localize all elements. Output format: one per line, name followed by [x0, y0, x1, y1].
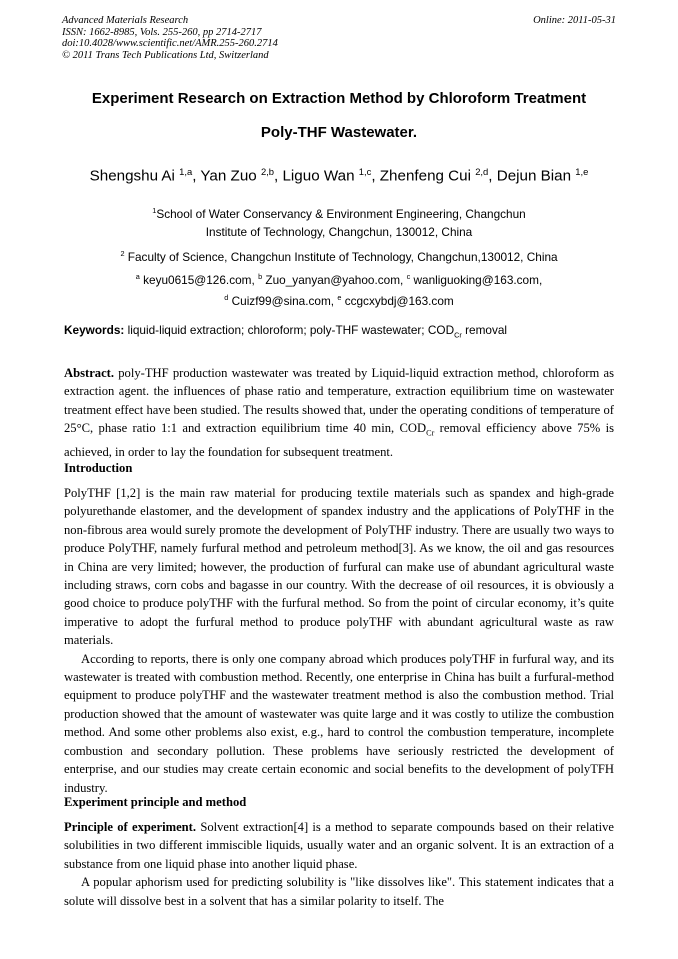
affiliation-sup: 1 [152, 206, 157, 215]
author-name: Zhenfeng Cui [379, 167, 471, 185]
email-address: wanliguoking@163.com, [413, 272, 543, 287]
email-sup: e [337, 292, 342, 302]
author-name: Liguo Wan [282, 167, 355, 185]
affiliation-text: Faculty of Science, Changchun Institute of Technology, Changchun,130012, China [127, 249, 558, 264]
principle-body [64, 818, 614, 910]
author-sup: 2,d [475, 166, 489, 177]
affiliation-1 [40, 202, 638, 241]
email-list [40, 268, 638, 310]
keywords-sub: Cr [454, 330, 462, 340]
affiliation-2 [40, 245, 638, 266]
paragraph: Solvent extraction[4] is a method to separate compounds based on their relative solubilities in two different immiscible liquids, usually water and an organic solvent. It is an extraction of a substance from one liquid phase into another liquid phase. [64, 820, 614, 871]
affiliation-sup: 2 [120, 249, 125, 258]
author-sup: 2,b [260, 166, 275, 177]
journal-header [62, 15, 616, 61]
keywords-text: liquid-liquid extraction; chloroform; poly-THF wastewater; COD [127, 323, 455, 337]
affiliation-text: School of Water Conservancy & Environment Engineering, Changchun [156, 206, 526, 221]
email-sup: a [135, 272, 140, 281]
author-sup: 1,e [575, 166, 589, 177]
email-sup: d [224, 292, 229, 302]
issn-line: ISSN: 1662-8985, Vols. 255-260, pp 2714-2717 [62, 26, 262, 38]
paragraph: A popular aphorism used for predicting solubility is "like dissolves like". This statement indicates that a solute will dissolve best in a solvent that has a similar polarity to itself. The [64, 875, 614, 908]
abstract-label: Abstract. [64, 366, 115, 380]
email-address: Cuizf99@sina.com, [231, 293, 335, 308]
email-address: ccgcxybdj@163.com [344, 293, 454, 308]
affiliation-text: Institute of Technology, Changchun, 130012, China [205, 224, 473, 239]
doi-line: doi:10.4028/www.scientific.net/AMR.255-260.2714 [62, 38, 278, 50]
copyright-line: © 2011 Trans Tech Publications Ltd, Switzerland [62, 49, 269, 61]
abstract-text-end: removal efficiency above 75% is achieved, in order to lay the foundation for subsequent treatment. [64, 421, 614, 460]
author-name: Dejun Bian [496, 167, 572, 185]
author-list: Shengshu Ai $^{1,a}$, Yan Zuo $^{2,b}$, Liguo Wan $^{1,c}$, Zhenfeng Cui $^{2,d}$, Dejun Bian $^{1,e}$ [89, 166, 589, 185]
abstract [64, 364, 614, 462]
email-sup: c [406, 272, 411, 281]
introduction-body [64, 484, 614, 797]
paragraph: PolyTHF [1,2] is the main raw material for producing textile materials such as spandex and high-grade polyurethande elastomer, and the development of spandex industry and the applications of PolyTHF in the non-fibrous area would surely promote the development of PolyTHF industry. There are usually two ways to produce PolyTHF, namely furfural method and petroleum method[3]. As we know, the oil and gas resources in China are very limited; however, the production of furfural can make use of abundant agricultural waste including straws, corn cobs and bagasse in our country. With the decrease of oil resources, it is obviously a good choice to produce polyTHF with the furfural method. So from the point of circular economy, it’s quite imperative to adopt the furfural method to produce polyTHF with abundant agricultural waste as raw materials. [64, 486, 614, 648]
journal-name: Advanced Materials Research [62, 15, 189, 26]
abstract-sub: Cr [426, 428, 435, 438]
section-heading-introduction: Introduction [64, 461, 133, 475]
author-name: Yan Zuo [200, 167, 257, 185]
author-sup: 1,a [179, 166, 193, 177]
abstract-text: poly-THF production wastewater was treated by Liquid-liquid extraction method, chloroform as extraction agent. the influences of phase ratio and temperature, extraction equilibrium time on wastewater treatment effect have been studied. The results showed that, under the operating conditions of temperature of 25°C, phase ratio 1:1 and extraction equilibrium time 40 min, COD [64, 366, 614, 436]
email-address: keyu0615@126.com, [143, 272, 255, 287]
paragraph: According to reports, there is only one company abroad which produces polyTHF in furfural way, and its wastewater is treated with combustion method. Recently, one enterprise in China has built a furfural-method equipment to produce polyTHF and the wastewater treatment method is also the combustion method. Trial production showed that the amount of wastewater was quite large and it was costly to utilize the combustion method. And some other problems also exist, e.g., hard to control the combustion temperature, incomplete combustion and secondary pollution. These problems have seriously restricted the development of enterprise, and our studies may create certain economic and social benefits to the development of polyTFH industry. [64, 651, 614, 795]
keywords-tail: removal [465, 323, 508, 337]
email-address: Zuo_yanyan@yahoo.com, [265, 272, 404, 287]
paper-title-line-2: Poly-THF Wastewater. [260, 124, 418, 141]
keywords-label: Keywords: [64, 323, 125, 337]
section-heading-principle: Experiment principle and method [64, 795, 247, 809]
author-sup: 1,c [358, 166, 372, 177]
principle-lead: Principle of experiment. [64, 820, 197, 834]
paper-title-line-1: Experiment Research on Extraction Method by Chloroform Treatment [91, 90, 587, 107]
online-date: Online: 2011-05-31 [533, 15, 616, 26]
email-sup: b [258, 272, 263, 281]
author-name: Shengshu Ai [89, 167, 175, 185]
keywords [64, 323, 624, 339]
